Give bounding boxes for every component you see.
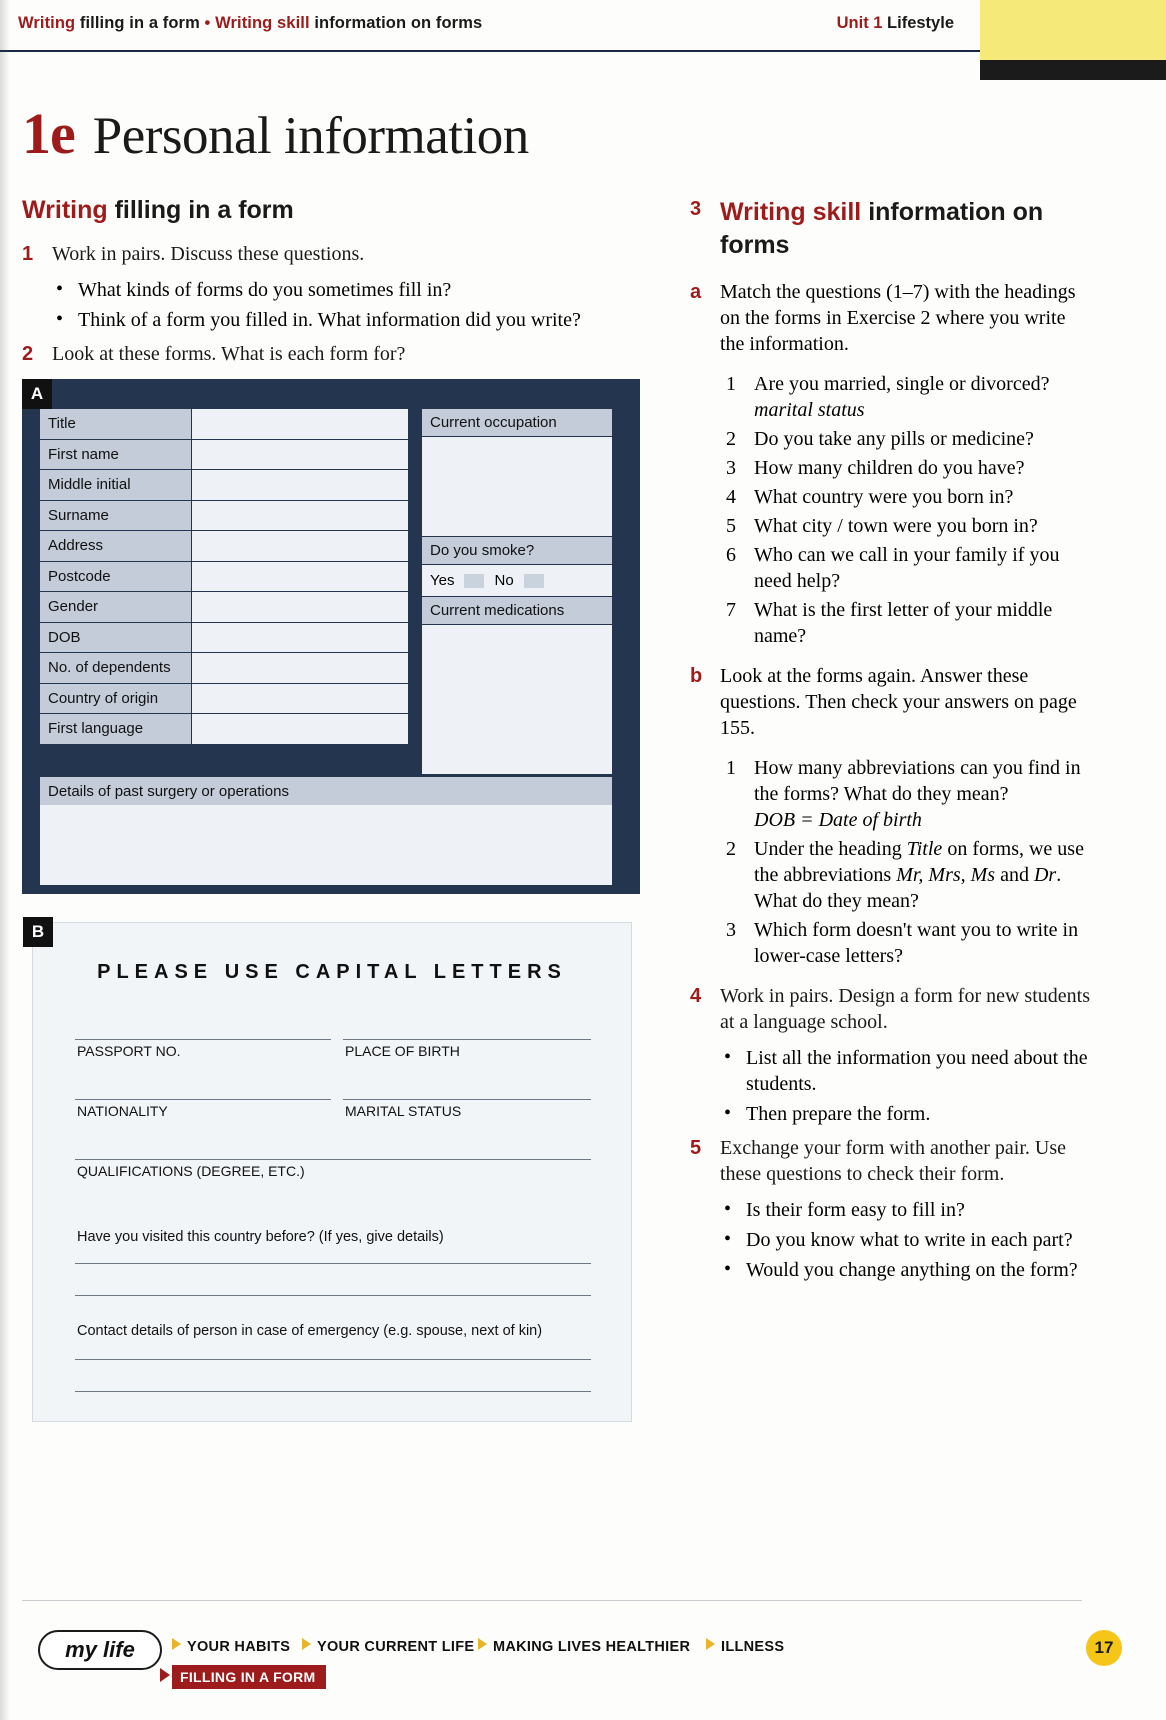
divider [75,1263,591,1264]
exercise-4-number: 4 [690,985,702,1007]
divider [75,1039,331,1040]
smoke-yes-label: Yes [430,572,455,589]
field-label-past-surgery: Details of past surgery or operations [40,777,612,806]
exercise-3a-text: Match the questions (1–7) with the headings on the forms in Exercise 2 where you write the information. [720,281,1076,355]
header-skill-label: Writing skill [215,14,310,32]
footer-trail-label: YOUR CURRENT LIFE [317,1639,475,1655]
field-label: First name [40,440,192,470]
list-item: • What kinds of forms do you sometimes fill in? [52,277,640,303]
exercise-5-text: Exchange your form with another pair. Use these questions to check their form. [720,1137,1067,1185]
field-label: Address [40,531,192,561]
field-input[interactable] [192,440,408,470]
arrow-right-icon [706,1638,715,1650]
smoke-no-checkbox[interactable] [524,574,544,588]
field-label: Gender [40,592,192,622]
left-column [22,196,640,1422]
writing-heading-black: filling in a form [114,196,294,224]
field-label: Surname [40,501,192,531]
header-unit [837,14,954,33]
field-label-nationality: NATIONALITY [77,1103,168,1119]
divider [75,1159,591,1160]
arrow-right-icon [478,1638,487,1650]
divider [343,1099,591,1100]
footer-trail-label: MAKING LIVES HEALTHIER [493,1639,691,1655]
footer-trail-item-4[interactable] [706,1638,784,1655]
field-label: First language [40,714,192,744]
field-label-do-you-smoke: Do you smoke? [422,537,612,565]
question-italic-dr: Dr [1033,864,1057,886]
form-b [32,922,632,1422]
right-column [690,196,1090,1291]
field-label-visited-before: Have you visited this country before? (If yes, give details) [77,1229,444,1245]
table-row [40,501,408,532]
field-label-qualifications: QUALIFICATIONS (DEGREE, ETC.) [77,1163,305,1179]
exercise-2-text: Look at these forms. What is each form for? [52,343,406,365]
exercise-3a-letter: a [690,281,702,303]
list-item [720,371,1090,423]
smoke-options [422,565,612,597]
lesson-number: 1e [22,101,75,166]
table-row [40,470,408,501]
footer-trail-item-1[interactable] [172,1638,290,1655]
form-b-tag: B [23,917,53,947]
field-input[interactable] [192,714,408,744]
header-writing-label: Writing [18,14,76,32]
table-row [40,440,408,471]
question-text: Are you married, single or divorced? [754,373,1050,395]
list-item: • Then prepare the form. [720,1101,1090,1127]
page-edge-shadow [0,0,10,1720]
field-input[interactable] [192,592,408,622]
brand-logo: my life [38,1630,162,1670]
exercise-3b-letter: b [690,665,703,687]
list-item [720,836,1090,914]
exercise-5 [690,1135,1090,1187]
footer-trail-item-2[interactable] [302,1638,474,1655]
exercise-3b-questions [690,755,1090,969]
question-text-part: . What do they mean? [754,864,1062,912]
question-text-part: and [995,864,1034,886]
form-a-tag: A [22,379,52,409]
page-title [22,100,529,167]
exercise-5-bullets [690,1197,1090,1283]
table-row [40,653,408,684]
footer-divider [22,1600,1082,1601]
table-row [40,623,408,654]
field-label-emergency-contact: Contact details of person in case of emergency (e.g. spouse, next of kin) [77,1323,543,1339]
field-input[interactable] [192,470,408,500]
list-item: • Think of a form you filled in. What information did you write? [52,307,640,333]
exercise-1-text: Work in pairs. Discuss these questions. [52,243,365,265]
table-row [40,592,408,623]
field-input[interactable] [192,684,408,714]
field-label: Middle initial [40,470,192,500]
list-item: What city / town were you born in? [754,515,1038,537]
header-skill-sub: information on forms [314,14,483,32]
footer-trail-label: YOUR HABITS [187,1639,291,1655]
list-item: Who can we call in your family if you need help? [754,544,1060,592]
question-example: DOB = Date of birth [754,809,922,831]
header-breadcrumb [18,14,482,33]
exercise-4-text: Work in pairs. Design a form for new students at a language school. [720,985,1090,1033]
exercise-3-heading-text [720,198,1043,259]
corner-tab-dark [980,60,1166,80]
writing-heading-red: Writing [22,196,108,224]
field-label-marital-status: MARITAL STATUS [345,1103,462,1119]
exercise-3a [690,279,1090,357]
exercise-1-bullets [22,277,640,333]
footer-trail-label: ILLNESS [721,1639,785,1655]
form-a-left-fields [40,409,408,745]
writing-section-heading [22,196,640,225]
question-text-part: on forms, we use the abbreviations [754,838,1084,886]
divider [75,1099,331,1100]
list-item: Do you take any pills or medicine? [754,428,1034,450]
exercise-1 [22,241,640,267]
field-label-current-medications: Current medications [422,597,612,625]
field-label: Postcode [40,562,192,592]
field-label-passport-no: PASSPORT NO. [77,1043,181,1059]
divider [75,1391,591,1392]
question-italic-title: Title [906,838,943,860]
table-row [40,562,408,593]
field-label-current-occupation: Current occupation [422,409,612,437]
form-a [22,379,640,894]
exercise-2-number: 2 [22,343,34,365]
field-input[interactable] [192,501,408,531]
exercise-3b-text: Look at the forms again. Answer these questions. Then check your answers on page 155. [720,665,1077,739]
list-item: What is the first letter of your middle name? [754,599,1053,647]
list-item: • List all the information you need about the students. [720,1045,1090,1097]
exercise-5-number: 5 [690,1137,702,1159]
question-italic-abbrevs: Mr, Mrs, Ms [896,864,996,886]
header-unit-number: Unit 1 [836,14,883,32]
field-label: No. of dependents [40,653,192,683]
list-item: • Would you change anything on the form? [720,1257,1090,1283]
smoke-yes-checkbox[interactable] [464,574,484,588]
exercise-3-heading-black: information on forms [720,198,1044,259]
field-label: DOB [40,623,192,653]
exercise-1-number: 1 [22,243,34,265]
exercise-3-heading [690,196,1090,261]
field-input-past-surgery[interactable] [40,805,612,885]
smoke-no-label: No [494,572,514,589]
list-item: • Is their form easy to fill in? [720,1197,1090,1223]
corner-tab-yellow [980,0,1166,60]
list-item: What country were you born in? [754,486,1014,508]
field-input[interactable] [192,531,408,561]
field-label-place-of-birth: PLACE OF BIRTH [345,1043,460,1059]
field-input[interactable] [192,562,408,592]
table-row [40,531,408,562]
header-writing-sub: filling in a form [79,14,200,32]
page-number: 17 [1086,1630,1122,1666]
arrow-right-icon [302,1638,311,1650]
footer-current-section: FILLING IN A FORM [172,1665,326,1689]
table-row [40,684,408,715]
divider [75,1359,591,1360]
header-separator-dot: • [204,14,211,32]
exercise-3b [690,663,1090,741]
field-label: Title [40,409,192,439]
field-input-current-medications[interactable] [422,625,612,775]
list-item: Which form doesn't want you to write in lower-case letters? [754,919,1079,967]
list-item [720,755,1090,833]
form-a-right-fields [422,409,612,775]
exercise-4-bullets [690,1045,1090,1127]
question-answer: marital status [754,399,865,421]
form-b-capitals-notice: PLEASE USE CAPITAL LETTERS [97,961,567,983]
field-input[interactable] [192,653,408,683]
arrow-right-icon [172,1638,181,1650]
question-text-part: Under the heading [754,838,907,860]
table-row [40,714,408,745]
header-unit-name: Lifestyle [887,14,954,32]
footer-trail-item-3[interactable] [478,1638,690,1655]
form-a-inner [32,389,630,884]
exercise-4 [690,983,1090,1035]
field-input-current-occupation[interactable] [422,437,612,537]
divider [343,1039,591,1040]
exercise-3-heading-red: Writing skill [720,198,862,226]
table-row [40,409,408,440]
arrow-right-red-icon [160,1668,170,1682]
list-item: How many children do you have? [754,457,1025,479]
exercise-3-number: 3 [690,198,702,220]
lesson-title: Personal information [92,107,529,165]
field-input[interactable] [192,623,408,653]
question-text: How many abbreviations can you find in the forms? What do they mean? [754,757,1081,805]
exercise-2 [22,341,640,367]
divider [75,1295,591,1296]
exercise-3a-questions [690,371,1090,649]
field-input[interactable] [192,409,408,439]
field-label: Country of origin [40,684,192,714]
list-item: • Do you know what to write in each part? [720,1227,1090,1253]
